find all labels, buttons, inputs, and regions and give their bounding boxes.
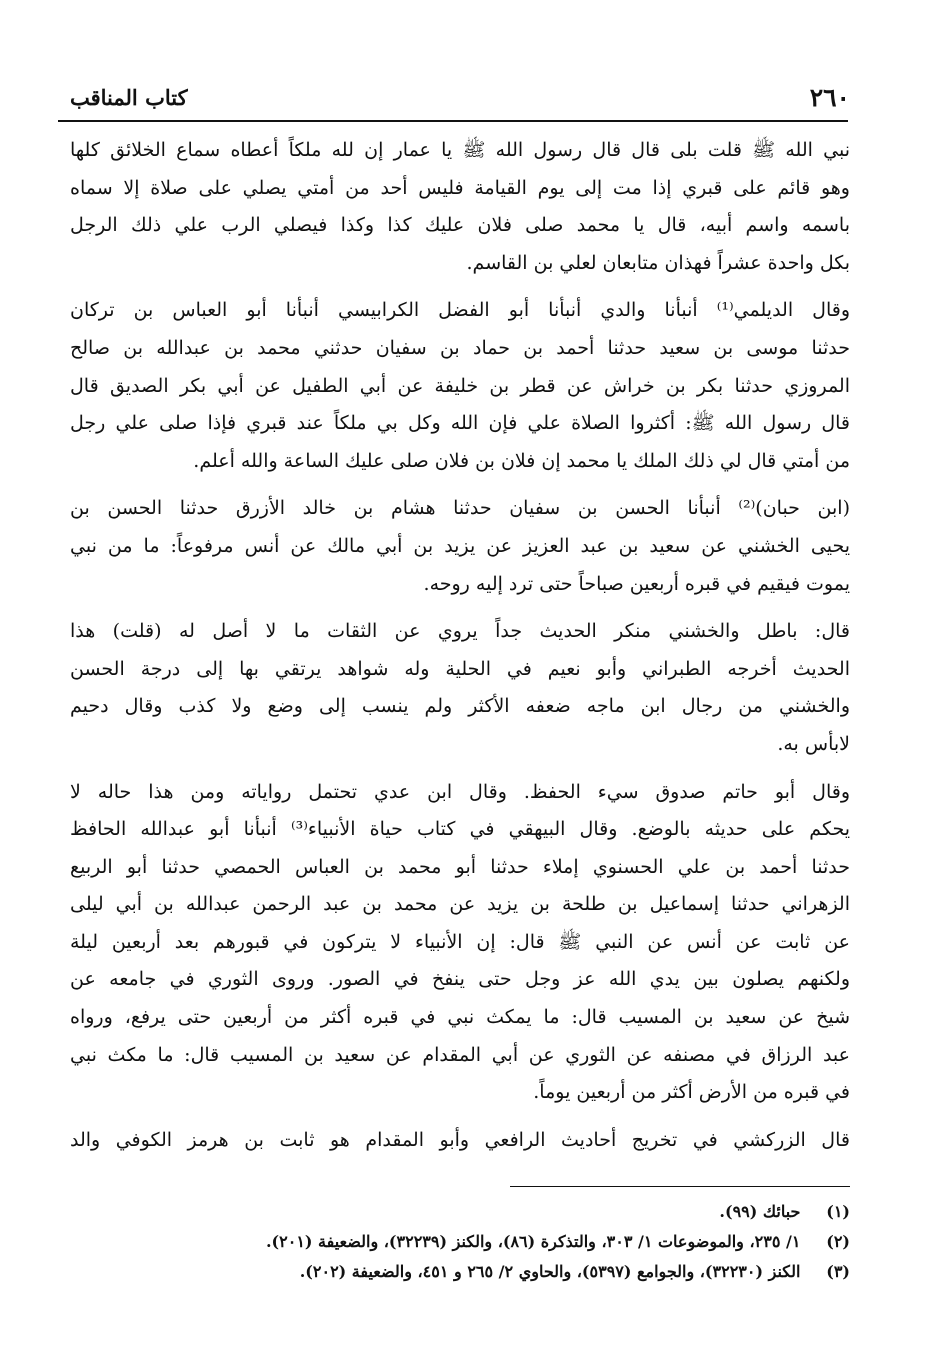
text-line: قال: باطل والخشني منكر الحديث جداً يروي عن الثقات ما لا أصل له (قلت) هذا [70, 620, 850, 643]
page-header [70, 80, 850, 116]
footnote-text: حبائك (٩٩). [719, 1202, 801, 1221]
text-line: والخشني من رجال ابن ماجه ضعفه الأكثر ولم ينسب إلى وضع ولا كذب وقال دحيم [70, 695, 850, 718]
page-number: ٢٦٠ [809, 83, 850, 112]
text-line: في قبره من الأرض أكثر من أربعين يوماً. [533, 1081, 850, 1104]
text-line: حدثنا موسى بن سعيد حدثنا أحمد بن حماد بن سفيان حدثني محمد بن عبدالله بن صالح [70, 336, 850, 359]
text-line: بكل واحدة عشراً فهذان متابعان لعلي بن القاسم. [466, 251, 850, 274]
text-line: نبي الله ﷺ قلت بلى قال قال رسول الله ﷺ يا عمار إن لله ملكاً أعطاه سماع الخلائق كلها [70, 139, 850, 161]
footnote-text: ١/ ٢٣٥، والموضوعات ١/ ٣٠٣، والتذكرة (٨٦)، والكنز (٣٢٢٣٩)، والضعيفة (٢٠١). [265, 1232, 801, 1251]
text-line: وهو قائم على قبري إذا مت إلى يوم القيامة فليس أحد من أمتي يصلي على صلاة إلا سماه [70, 176, 850, 199]
paragraph [70, 774, 850, 1112]
text-line: قال رسول الله ﷺ: أكثروا الصلاة علي فإن الله وكل بي ملكاً عند قبري فإذا صلى علي رجل [70, 412, 850, 435]
main-text [70, 132, 850, 1169]
text-line: عن ثابت عن أنس عن النبي ﷺ قال: إن الأنبياء لا يتركون في قبورهم بعد أربعين ليلة [70, 930, 850, 953]
book-title: كتاب المناقب [70, 85, 188, 110]
footnote-number: (٣) [826, 1262, 850, 1281]
paragraph [70, 292, 850, 480]
text-line: حدثنا أحمد بن علي الحسنوي إملاء حدثنا أبو محمد بن العباس الحمصي حدثنا أبو الربيع [70, 855, 850, 878]
text-line: يحيى الخشني عن سعيد بن عبد العزيز عن يزيد بن أبي مالك عن أنس مرفوعاً: ما من نبي [70, 534, 850, 557]
text-line: وقال الديلمي⁽¹⁾ أنبأنا والدي أنبأنا أبو الفضل الكرابيسي أنبأنا أبو العباس بن تركان [70, 299, 850, 322]
text-line: لابأس به. [777, 732, 850, 755]
footnotes [90, 1197, 850, 1287]
text-line: يحكم على حديثه بالوضع. وقال البيهقي في كتاب حياة الأنبياء⁽³⁾ أنبأنا أبو عبدالله الحافظ [70, 818, 850, 841]
text-line: باسمه واسم أبيه، قال يا محمد صلى فلان عليك كذا وكذا فيصلي الرب علي ذلك الرجل [70, 214, 850, 237]
paragraph [70, 132, 850, 282]
text-line: قال الزركشي في تخريج أحاديث الرافعي وأبو المقدام هو ثابت بن هرمز الكوفي والد [70, 1128, 850, 1151]
header-divider [58, 120, 848, 122]
text-line: يموت فيقيم في قبره أربعين صباحاً حتى ترد إليه روحه. [423, 572, 850, 595]
text-line: شيخ عن سعيد بن المسيب قال: ما يمكث نبي في قبره أكثر من أربعين حتى يرفع، ورواه [70, 1006, 850, 1029]
footnote-number: (١) [826, 1202, 850, 1221]
footnote [90, 1197, 850, 1227]
text-line: من أمتي قال لي ذلك الملك يا محمد إن فلان بن فلان صلى عليك الساعة والله أعلم. [193, 449, 850, 472]
text-line: الزهراني حدثنا إسماعيل بن طلحة بن يزيد عن محمد بن عبد الرحمن عبدالله بن أبي ليلى [70, 893, 850, 916]
text-line: ولكنهم يصلون بين يدي الله عز وجل حتى ينفخ في الصور. وروى الثوري في جامعه عن [70, 968, 850, 991]
text-line: وقال أبو حاتم صدوق سيء الحفظ. وقال ابن عدي تحتمل رواياته ومن هذا حاله لا [70, 780, 850, 803]
paragraph [70, 490, 850, 603]
footnote [90, 1227, 850, 1257]
text-line: الحديث أخرجه الطبراني وأبو نعيم في الحلية وله شواهد يرتقي بها إلى درجة الحسن [70, 657, 850, 680]
footnote-number: (٢) [826, 1232, 850, 1251]
text-line: عبد الرزاق في مصنفه عن الثوري عن أبي المقدام عن سعيد بن المسيب قال: ما مكث نبي [70, 1043, 850, 1066]
text-line: المروزي حدثنا بكر بن خراش عن قطر بن خليفة عن أبي الطفيل عن أبي بكر الصديق قال [70, 374, 850, 397]
footnote [90, 1257, 850, 1287]
paragraph [70, 1122, 850, 1160]
footnote-divider [510, 1186, 850, 1187]
text-line: (ابن حبان)⁽²⁾ أنبأنا الحسن بن سفيان حدثنا هشام بن خالد الأزرق حدثنا الحسن بن [70, 497, 850, 520]
paragraph [70, 613, 850, 763]
footnote-text: الكنز (٣٢٢٣٠)، والجوامع (٥٣٩٧)، والحاوي ٢/ ٢٦٥ و ٤٥١، والضعيفة (٢٠٢). [299, 1262, 801, 1281]
